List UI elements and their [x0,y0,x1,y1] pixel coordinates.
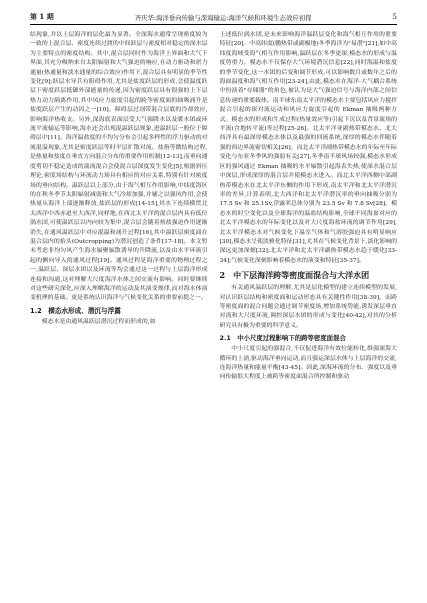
paragraph: 模态水是由通风温跃层潜沉过程而形成的,如 [41,318,156,325]
section-heading: 1.2 横态水形成、潜沉与浮露 [30,306,121,315]
paragraph: 有关通风温跃层的理解,尤其是层化模型的建立连续模型的发展,对认识跃层结构和密度面和运动形态具有关键性作用[38-39]。而跨等密度面的混合问题会通过调节密度场,增加系统势能,诱发深层垂直对流和大尺度环流,调控深层水团的形成与变化[40-42],对其的分析研究具有极为重要的科学意义。 [219,285,397,329]
subsection-heading: 2.1 中小尺度过程影响下的跨等密度面混合 [219,334,346,343]
issue-label: 第 1 期 [30,12,54,21]
paragraph: 中小尺度引起的强混合,不仅促进海洋有效位能转化,维强深海大循环的上涌,驱动海洋垂向运动,而且强运深层水体与上层海洋的交流,连海洋热量和能量平衡[43-45]。因此,深海环流的分布、强度以及垂向传输很大程度上被跨等密度面混合所控制和驱动 [219,346,397,381]
page-header [30,10,397,25]
page-number: 5 [392,13,397,21]
paragraph: 结现象,并以上层海洋的层化最为显著。全深海水通常呈现密度较为一致的上混合层、密度连续过渡的中间跃层与密度相对稳定的深水层为主要特点的密度结构。其中,混合层同时作为海洋上界面和大气下界面,其充分吸纳来自太阳辐射和大气强迫的响应,在动力驱动和淤力通量(热通量和淡水通量的综合效应)作用下,混合层具有明显的季节性变化[9];跃层水导兵有阻碍作用,尤其是盐度跃层的形成,会使温度跃层下密度跃层抵御外部能量的传递,因为密度跃层具有很强的上下层热力动力隔离作用,其中风应力旋度引起的跨等密度面的抽吸涌升是盐度跃层产生的动因之一[10]。障碍层过剖带混合层底的冷却效应,影响海洋热收支。另外,深海底表面层受大气强降水以及暖水团或环流平流输运等影响,海水还会出现混温跃层现象,进温跃层一般位于障碍层中[11]。海洋温盐度的不均匀分布会引起多样性的浮力驱动的对流混溢现象,尤其是密度跃层等时平层扩散对流、盐指等微结构过程,是热量和盐度在垂直方向混合分布的重要作用机制[12-13],而垂向通度剪切不稳定造成的湍流混合会使混合层深度发生变化[5],根据斜压理论,密度场结构与环流动力场具有相应的对应关系,特别有针对密度场的垂向结构。温跃层以上部分,由于海气相互作用影响,中纬度海区的在秋冬季节太阳辐射减弱和大气冷却加强,并辅之以强风作用,会使热量从海洋上部逐渐释放,盐跃层的形成[14-15],其水下连续横贯北太西洋中西赤道至大西洋,同样地,在西北太平洋的混合层内具有低位涡水团,可使温跃层以内向较为集中,混合层会随着热盐强迫作用逐渐消失,在通风温跃层中对应混温和涌升过程[16],其中温跃层密度面在混合层内的抬头(Outcropping)为潜沉创造了条件[17-18]。本文暂未考虑非均匀风产生海水辐聚辐散诱导的升降流,以及由水平环流引起的侧向导入的通风过程[19]。通风过程是海洋重要的物理过程之一,温跃层、深层水团以及环流等均会通过这一过程与上层海洋形成连接和沟通,这对理解大尺度海洋水体之间交流有影响。同时要继续对这些研究深化,应深入理解海洋的运动及其演变规律,而对海水体演变机理的基础。更是系统认识海洋与气候变化关系的重要前提之一。 [30,32,208,302]
section-heading: 2 中下层海洋跨等密度面混合与大洋水团 [219,270,370,281]
right-column [220,31,398,591]
article-body [30,31,397,591]
running-title: 齐庆华:海洋垂向传输与深海输运:海洋气候和环境生态效应初探 [134,13,312,22]
paragraph: 上述低位涡水团,是未来影响海洋温跃层变化和海气相互作用的重要特征[20]。中高纬度(鹏热带或副极地)冬季海洋为"易潜"[21],如中高纬度海域受海气相互作用影响,温跃层在冬季更深,模态水的形成与温度剪重力。模态水不仅保存大气环境潜沉信息[22],同时海温和盐度的季节变化,这一水团的后变和调节形成,可以影响数月或数年之后的海面温度和海气相互作用[23-24],由此,模态水在海洋-大气耦合系统中扮演着"存储器"的角色,被认为是大气强迫信号与海洋内部之间信息传递的重要载体。南半球东南太平洋的模态水主要包括风应力搅拌混合引起的深对流运动和风应力旋度引起的 Ekman 抽吸两种方式。模态水的形成和生成过程(热量效应等)引起下沉以及背景流场的平流(含地转平流)等过程[25-26]。北太平洋亚副热带模态水、北大西洋具有最深厚模态水体以及最强的回流系统,深厚的模态水伴随着强的西边界流密切相关[26]。而北太平洋副热带模态水的年际至年际变化与东亚冬季风的强弱有关[27],冬季南半球风场较强,模态水形成区的强风通过 Ekman 抽吸的水平辐散引起海表失热,使深水混合层中深层,形成深厚的混合层并使模态水进入。而北太平洋西侧中部副热带模态水在北太平洋东侧的作用下形成,南太平洋和北太平洋潜沉率的差异,计算表明,北大西洋和北太平洋潜沉率的垂向抽吸分别为 17.5 Sv 和 25.1Sv,浮露率总体分别为 23.5 Sv 和 7.8 Sv[28]。模态水的时空变化以及全球海洋的温盐结构影响,全球不同海盆对应的北太平洋模态水的年际变化以及对大尺度海盆环流的调节作用[29],北太平洋模态水对气候变化下温室气体和气溶胶强迫具有明显响应[30],模态水呈使淡雅化特征[31],尤其在气候变化背景下,淡化影响的深远更加深刻[32];北太平洋和北太平洋副热带模态水趋于暖化[33-34];气候变化深刻影响着模态水的演变和特征[35-37]。 [219,32,397,264]
left-column [30,31,208,591]
